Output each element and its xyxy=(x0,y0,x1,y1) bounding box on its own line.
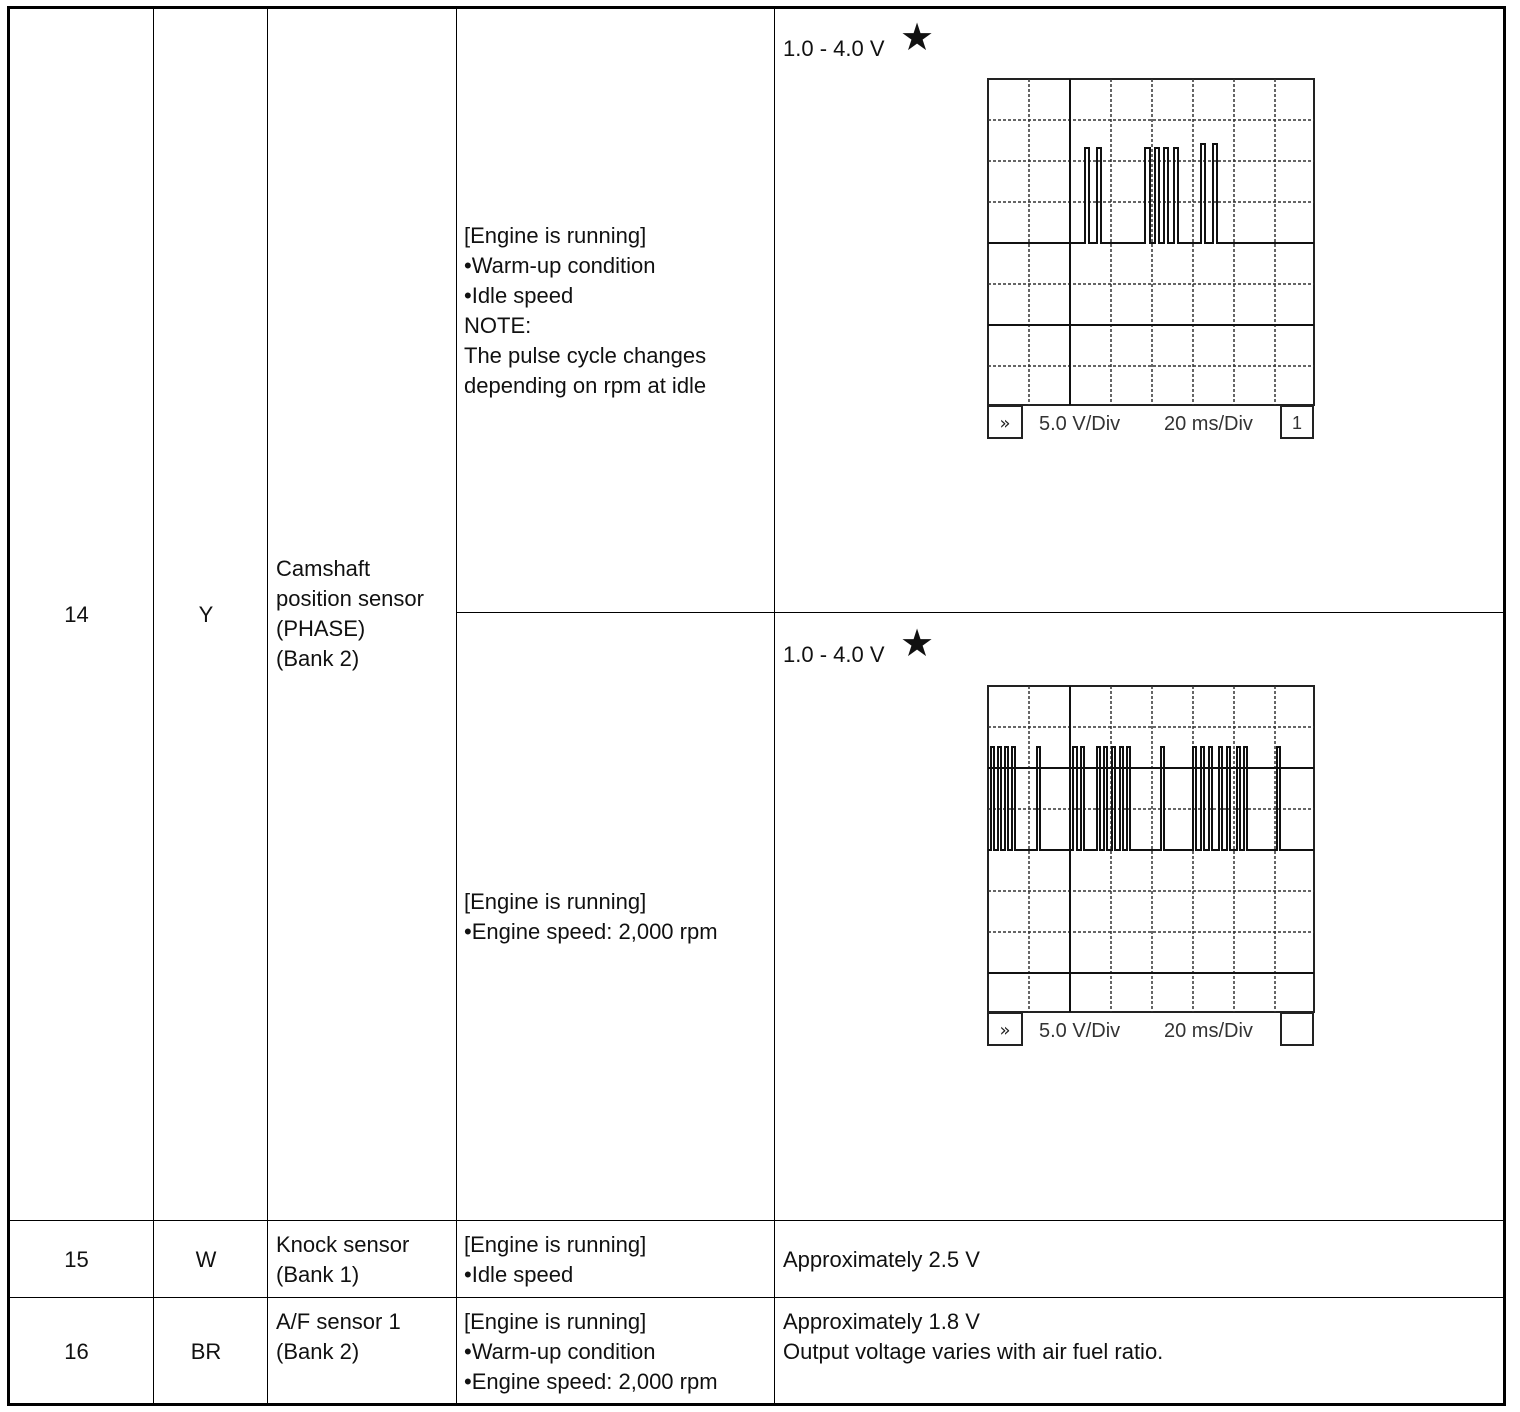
fast-forward-icon: » xyxy=(999,1020,1011,1041)
condition-text: [Engine is running] •Idle speed xyxy=(464,1232,647,1287)
terminal-number: 16 xyxy=(64,1339,89,1364)
oscilloscope-screen-2000rpm xyxy=(987,685,1315,1047)
data-value: 1.0 - 4.0 V xyxy=(783,642,885,667)
terminal-number: 14 xyxy=(64,602,89,627)
column-divider xyxy=(153,9,154,1403)
data-value: Approximately 1.8 V Output voltage varies with air fuel ratio. xyxy=(783,1309,1164,1364)
row-divider xyxy=(456,612,1503,613)
wire-color: BR xyxy=(190,1339,222,1364)
star-icon: ★ xyxy=(900,623,935,665)
column-divider xyxy=(456,9,457,1403)
scope-channel: 1 xyxy=(1291,413,1303,433)
scope-time-div: 20 ms/Div xyxy=(1164,413,1253,435)
wire-color: Y xyxy=(198,602,214,627)
data-value: 1.0 - 4.0 V xyxy=(783,36,885,61)
wire-color: W xyxy=(195,1247,217,1272)
condition-text: [Engine is running] •Warm-up condition •Idle speed NOTE: The pulse cycle changes depending on rpm at idle xyxy=(464,223,707,398)
scope-volt-div: 5.0 V/Div xyxy=(1039,413,1121,435)
terminal-number: 15 xyxy=(64,1247,89,1272)
row-divider xyxy=(10,1220,1503,1221)
column-divider xyxy=(267,9,268,1403)
column-divider xyxy=(774,9,775,1403)
oscilloscope-screen-idle xyxy=(987,78,1315,440)
condition-text: [Engine is running] •Warm-up condition •Engine speed: 2,000 rpm xyxy=(464,1309,718,1394)
data-value: Approximately 2.5 V xyxy=(783,1247,980,1272)
star-icon: ★ xyxy=(900,17,935,59)
item-description: Knock sensor (Bank 1) xyxy=(276,1232,410,1287)
scope-volt-div: 5.0 V/Div xyxy=(1039,1020,1121,1042)
scope-time-div: 20 ms/Div xyxy=(1164,1020,1253,1042)
fast-forward-icon: » xyxy=(999,413,1011,434)
item-description: A/F sensor 1 (Bank 2) xyxy=(276,1309,401,1364)
condition-text: [Engine is running] •Engine speed: 2,000 rpm xyxy=(464,889,718,944)
item-description: Camshaft position sensor (PHASE) (Bank 2) xyxy=(276,556,424,671)
row-divider xyxy=(10,1297,1503,1298)
